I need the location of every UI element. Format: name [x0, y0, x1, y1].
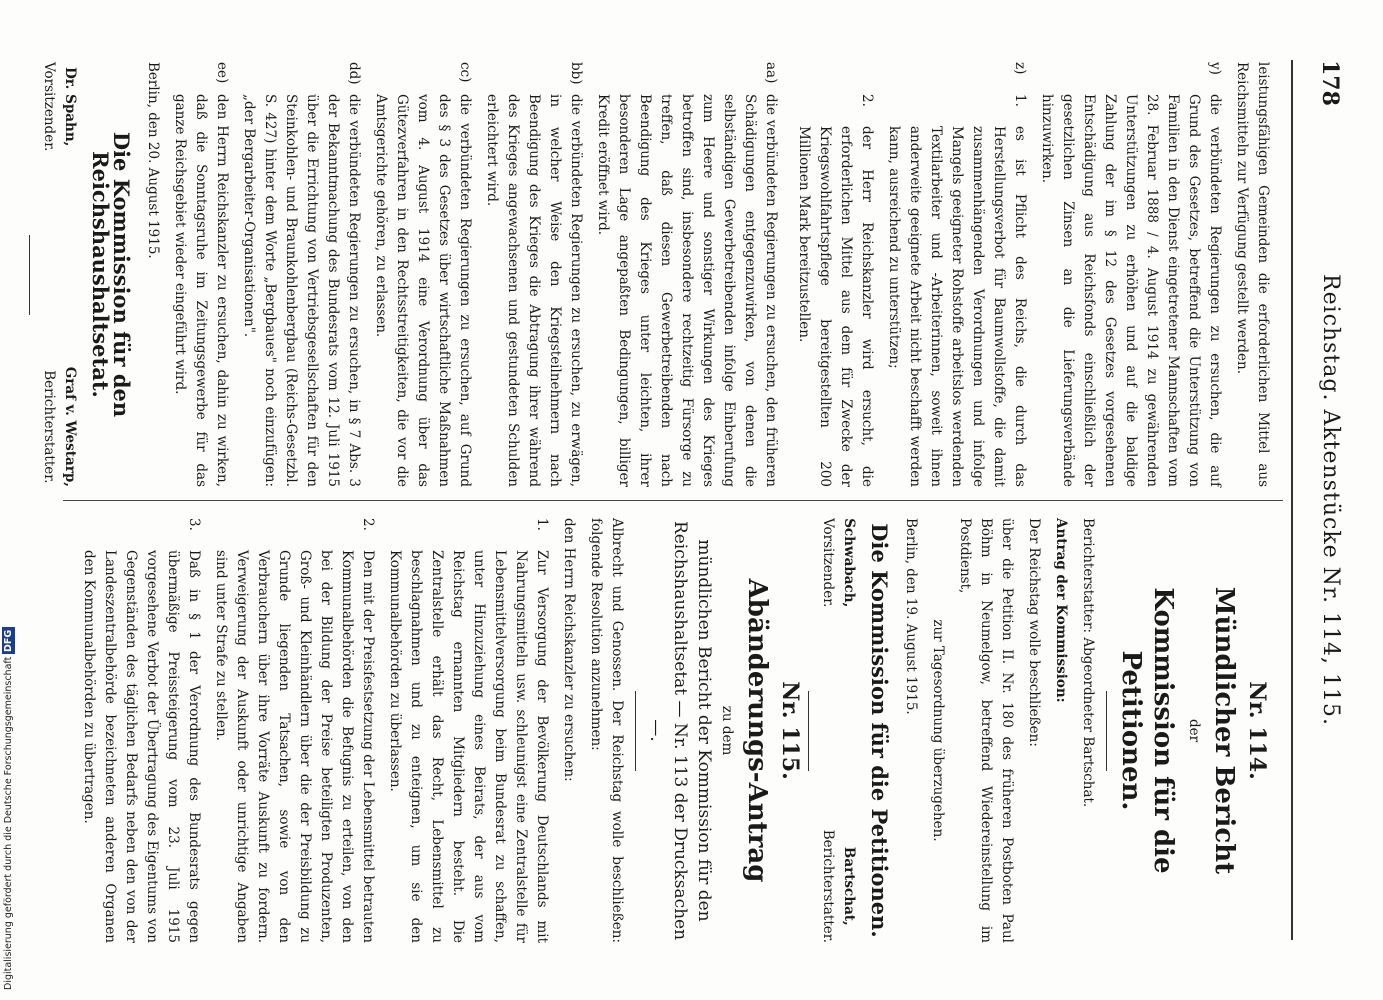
amendment-zu-dem: zu dem: [719, 705, 735, 756]
item-text: den Herrn Reichskanzler zu ersuchen, dahin zu wirken, daß die Sonntagsruhe im Zeitungsgewerbe für das ganze Reichsgebiet wieder eingeführt wird.: [172, 94, 230, 487]
item-label: 2.: [360, 518, 376, 531]
item-label: y): [1207, 62, 1223, 75]
signature-name: Graf v. Westarp,: [62, 366, 78, 487]
item-label: 2.: [859, 94, 875, 107]
antrag-text: über die Petition II. Nr. 180 des früheren Postboten Paul Böhm in Neumelgow, betreffend Wiedereinstellung im Postdienst,: [957, 518, 1015, 943]
item-text: es ist Pflicht des Reichs, die durch das Herstellungsverbot für Baumwollstoffe, die damit zusammenhängenden Verordnungen und infolge Mangels geeigneter Rohstoffe arbeitslos werdenden Textilarbeiter und -Arbeiterinnen, soweit ihnen anderweite geeignete Arbeit nicht beschafft werden kann, ausreichend zu unterstützen;: [886, 126, 1028, 487]
resolution-point-3: [78, 518, 204, 943]
item-x-continuation: leistungsfähigen Gemeinden die erforderlichen Mittel aus Reichsmitteln zur Verfügung gestellt werden.: [1234, 62, 1271, 487]
amendment-intro: Albrecht und Genossen. Der Reichstag wolle beschließen: folgende Resolution anzunehmen:: [588, 518, 625, 943]
date-line: Berlin, den 20. August 1915.: [145, 62, 161, 259]
left-column: [21, 62, 1273, 487]
signature-rapporteur: [817, 830, 859, 943]
item-aa: [592, 62, 781, 487]
signature-chair: [38, 62, 80, 151]
amendment-intro2: den Herrn Reichskanzler zu ersuchen:: [561, 518, 577, 782]
item-label: 1.: [1012, 94, 1028, 107]
signature-rapporteur: [38, 367, 80, 487]
date-line: Berlin, den 19. August 1915.: [903, 518, 919, 715]
dfg-logo: DFG: [3, 629, 14, 652]
item-text: Daß in § 1 der Verordnung des Bundesrats gegen übermäßige Preissteigerung vom 23. Juli 1915 vorgesehene Verbot der Übertragung des Eigentums von Gegenständen des täglichen Bedarfs neben den von der Landeszentralbehörde bezeichneten anderen Organen den Kommunalbehörden zu übertragen.: [81, 550, 202, 943]
item-label: aa): [763, 62, 779, 84]
item-text: die verbündeten Regierungen zu ersuchen, zu erwägen, in welcher Weise den Kriegsteilnehmern nach Beendigung des Krieges die Abtragung ihrer während des Krieges angewachsenen und gestundeten Schulden erleichtert wird.: [484, 94, 584, 487]
signatures: [38, 62, 80, 487]
item-label: 1.: [534, 518, 550, 531]
item-text: die verbündeten Regierungen zu ersuchen, auf Grund des § 3 des Gesetzes über wirtschaftliche Maßnahmen vom 4. August 1914 eine Verordnung über das Gütezverfahren in den Rechtsstreitigkeiten, die vor die Amtsgerichte gehören, zu erlassen.: [373, 94, 473, 487]
antrag-lead: Der Reichstag wolle beschließen:: [1026, 518, 1042, 747]
report-commission: Kommission für die Petitionen.: [1116, 587, 1178, 874]
item-label: cc): [457, 62, 473, 83]
resolution-point-1: [384, 518, 552, 943]
section-rule: [635, 691, 636, 771]
amendment-title: Abänderungs-Antrag: [742, 578, 772, 883]
item-text: Den mit der Preisfestsetzung der Lebensmittel betrauten Kommunalbehörden die Befugnis zu erteilen, von den bei der Bildung der Preise beteiligten Produzenten, Groß- und Kleinhändlern über die der Preisbildung zu Grunde liegenden Tatsachen, sowie von den Verbrauchern über ihre Vorräte Auskunft zu fordern. Verweigerung der Auskunft oder unrichtige Angaben sind unter Strafe zu stellen.: [213, 550, 376, 943]
item-label: 3.: [186, 518, 202, 531]
page-number: 178: [1317, 60, 1343, 106]
digitization-credit: [2, 470, 16, 990]
doc-number-115: Nr. 115.: [777, 681, 803, 780]
rapporteur-line: Berichterstatter: Abgeordneter Bartschat.: [1080, 518, 1096, 808]
item-dd: [238, 62, 364, 487]
signature-role: Vorsitzender.: [41, 62, 57, 152]
credit-text: Digitalisierung gefördert durch die Deutsche Forschungsgemeinschaft: [3, 656, 14, 990]
commission-title: Die Kommission für die Petitionen.: [867, 523, 892, 938]
item-label: dd): [346, 62, 362, 85]
signature-role: Berichterstatter.: [820, 829, 836, 943]
signatures: [817, 518, 859, 943]
item-text: die verbündeten Regierungen zu ersuchen, den früheren Schädigungen entgegenzuwirken, von denen die selbständigen Gewerbetreibenden infolge Einberufung zum Heere und sonstiger Wirkungen des Krieges betroffen sind, insbesondere rechtzeitig Fürsorge zu treffen, daß diesen Gewerbetreibenden nach Beendigung des Krieges unter leichten, ihrer besonderen Lage angepaßten Bedingungen, billiger Kredit eröffnet wird.: [595, 94, 779, 487]
page-header: [1303, 60, 1343, 940]
item-label: ee): [214, 62, 230, 84]
report-der: der: [1186, 718, 1202, 743]
amendment-reference: mündlichen Bericht der Kommission für den Reichshaushaltsetat — Nr. 113 der Drucksachen —.: [646, 520, 714, 941]
right-column: [72, 518, 1273, 943]
item-text: der Herr Reichskanzler wird ersucht, die erforderlichen Mittel aus dem für Zwecke der Kriegswohlfahrtspflege bereitgestellten 200 Millionen Mark bereitzustellen.: [796, 126, 875, 487]
running-title: Reichstag. Aktenstücke Nr. 114, 115.: [1318, 274, 1343, 726]
report-title: Mündlicher Bericht: [1209, 586, 1239, 875]
resolution-point-2: [210, 518, 378, 943]
antrag-heading: Antrag der Kommission:: [1053, 518, 1069, 703]
antrag-tail: zur Tagesordnung überzugehen.: [930, 619, 946, 842]
signature-chair: [817, 518, 859, 607]
item-text: die verbündeten Regierungen zu ersuchen, in § 7 Abs. 3 der Bekanntmachung des Bundesrats vom 12. Juli 1915 über die Errichtung von Vertriebsgesellschaften für den Steinkohlen- und Braunkohlenbergbau (Reichs-Gesetzbl. S. 427) hinter dem Worte „Bergbaues" noch einzufügen: „der Bergarbeiter-Organisationen".: [241, 94, 362, 487]
item-label: bb): [568, 62, 584, 85]
section-rule: [29, 235, 30, 315]
item-ee: [169, 62, 232, 487]
column-divider: [63, 500, 1283, 501]
signature-role: Vorsitzender.: [820, 518, 836, 608]
item-bb: [481, 62, 586, 487]
item-cc: [370, 62, 475, 487]
item-y: [1036, 62, 1225, 487]
item-z1: [883, 94, 1030, 487]
section-rule: [808, 691, 809, 771]
signature-role: Berichterstatter.: [41, 370, 57, 484]
item-label: z): [1012, 62, 1028, 75]
signature-name: Schwabach,: [841, 518, 857, 608]
item-z2: [793, 94, 877, 487]
section-rule: [1106, 691, 1107, 771]
doc-number-114: Nr. 114.: [1244, 681, 1270, 780]
item-z: [787, 62, 1030, 487]
commission-title: Die Kommission für den Reichshaushaltsetat.: [88, 131, 134, 418]
header-rule: [1291, 60, 1293, 940]
signature-name: Bartschat,: [841, 846, 857, 926]
signature-name: Dr. Spahn,: [62, 67, 78, 147]
item-text: Zur Versorgung der Bevölkerung Deutschlands mit Nahrungsmitteln usw. schleunigst eine Zentralstelle für Lebensmittelversorgung beim Bundesrat zu schaffen, unter Hinzuziehung eines Beirats, der aus vom Reichstag ernannten Mitgliedern besteht. Die Zentralstelle erhält das Recht, Lebensmittel zu beschlagnahmen und zu enteignen, um sie den Kommunalbehörden zu überlassen.: [387, 550, 550, 943]
item-text: die verbündeten Regierungen zu ersuchen, die auf Grund des Gesetzes, betreffend die Unterstützung von Familien in den Dienst eingetretener Mannschaften vom 28. Februar 1888 / 4. August 1914 zu gewährenden Unterstützungen zu erhöhen und auf die baldige Zahlung der im § 12 des Gesetzes vorgesehenen Entschädigung aus Reichsfonds einschließlich der gesetzlichen Zinsen an die Lieferungsverbände hinzuwirken.: [1039, 94, 1223, 487]
